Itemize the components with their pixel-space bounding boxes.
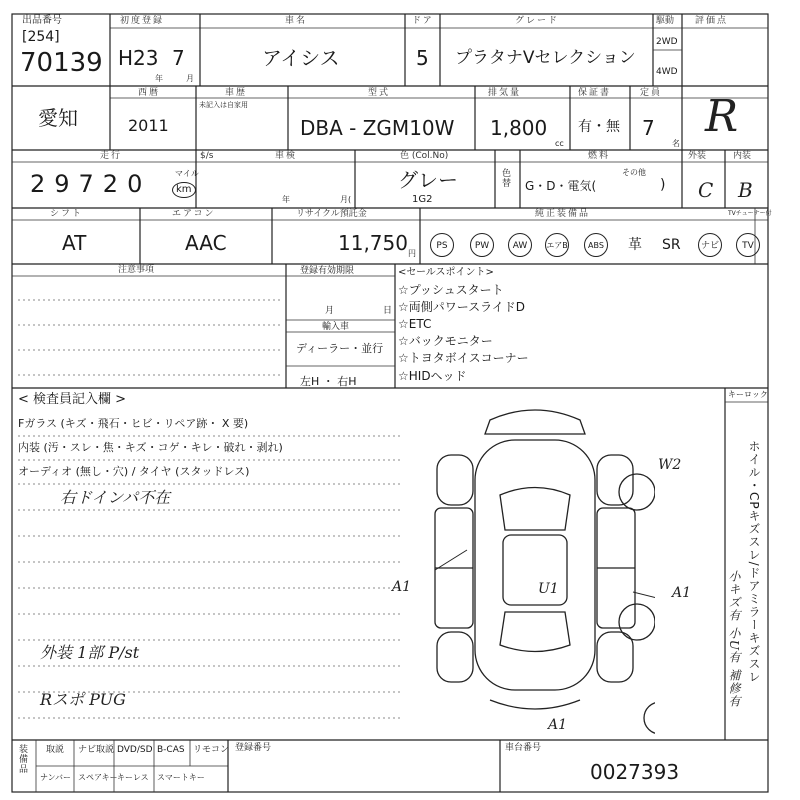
first-reg-month: 7 (172, 46, 185, 70)
damage-mark: A1 (672, 585, 692, 601)
recycle-label: リサイクル預託金 (296, 209, 367, 219)
fuel-other: その他 (622, 168, 646, 177)
fuel: G・D・電気( (525, 179, 597, 193)
month-unit: 月 (186, 74, 194, 83)
car-name-label: 車名 (285, 16, 308, 26)
shift-label: シフト (50, 209, 84, 219)
damage-mark: W2 (658, 457, 682, 473)
wheel-front-right (619, 474, 655, 510)
register-label: 登録番号 (235, 743, 272, 753)
expiry-month: 月 (325, 306, 335, 316)
recycle: 11,750 (338, 231, 408, 255)
lot-prefix: [254] (22, 29, 60, 45)
location: 愛知 (38, 106, 78, 130)
first-reg-label: 初度登録 (120, 16, 165, 26)
marker-line (435, 550, 467, 570)
color-label: 色 (Col.No) (400, 151, 449, 161)
drive-4wd: 4WD (656, 67, 678, 77)
sales-point: ☆プッシュスタート (398, 283, 504, 297)
sales-point: ☆トヨタボイスコーナー (398, 351, 529, 365)
year-label: 西暦 (138, 88, 161, 98)
year: 2011 (128, 116, 169, 135)
expiry-day: 日 (383, 306, 393, 316)
model: DBA - ZGM10W (300, 116, 455, 140)
aircon-label: エアコン (172, 209, 216, 219)
shift: AT (62, 231, 87, 255)
color-code: 1G2 (412, 194, 433, 205)
grade-label: グレード (515, 16, 560, 26)
windshield-line: Fガラス (キズ・飛石・ヒビ・リペア跡・ X 要) (18, 417, 249, 430)
sales-point: ☆HIDヘッド (398, 369, 467, 383)
mileage-unit-km: km (172, 182, 196, 198)
footer-item: ナビ取説 (78, 745, 115, 755)
first-reg-era: H23 (118, 46, 159, 70)
shaken-year-unit: 年 (282, 195, 290, 204)
interior: B (738, 178, 753, 202)
footer-item: スマートキー (157, 773, 205, 782)
equip-airbag: エアB (545, 233, 569, 257)
color-change: 色替 (500, 168, 510, 188)
hand-note: 外装 1部 P/st (40, 643, 140, 662)
footer-item: キーレス (117, 773, 149, 782)
footer-side-label: 装備品 (17, 744, 27, 774)
rear-bumper (490, 700, 580, 709)
front-right-fender (597, 455, 633, 505)
displacement: 1,800 (490, 116, 548, 140)
expiry-label: 登録有効期限 (300, 266, 355, 276)
damage-mark: U1 (538, 581, 559, 597)
equip-pw: PW (470, 233, 494, 257)
hand-note: Rスポ PUG (40, 690, 126, 709)
car-diagram (415, 400, 655, 740)
drive-2wd: 2WD (656, 37, 678, 47)
equip-abs: ABS (584, 233, 608, 257)
footer-item: DVD/SD (117, 745, 153, 755)
rear-left-fender (437, 632, 473, 682)
tv-tuner-label: TVチューナー付 (728, 210, 772, 217)
aircon: AAC (185, 231, 227, 255)
damage-mark: A1 (392, 579, 412, 595)
shaken-month-unit: 月( (340, 195, 352, 204)
wheel-rear-right (619, 604, 655, 640)
lot-label: 出品番号 (22, 15, 62, 26)
interior-label: 内装 (733, 151, 752, 161)
damage-mark: A1 (548, 717, 568, 733)
warranty: 有・無 (578, 119, 620, 135)
mileage-label: 走行 (100, 151, 123, 161)
marker-line (633, 592, 655, 600)
equipment-label: 純正装備品 (535, 209, 591, 219)
vertical-hand-note: 小キズ有 小U有 補修有 (727, 570, 741, 708)
doors: 5 (416, 46, 429, 70)
keyless-label: キーロック (728, 390, 768, 399)
chassis-label: 車台番号 (505, 743, 542, 753)
mileage-unit-mile: マイル (175, 169, 199, 178)
lot-number: 70139 (20, 48, 103, 78)
interior-line: 内装 (汚・スレ・焦・キズ・コゲ・キレ・破れ・剥れ) (18, 441, 283, 454)
front-left-fender (437, 455, 473, 505)
year-unit: 年 (155, 74, 163, 83)
fuel-label: 燃料 (588, 151, 611, 161)
inspection-label: 車歴 (225, 88, 248, 98)
capacity-label: 定員 (640, 88, 663, 98)
hand-note: 右ドインパ不在 (60, 488, 171, 507)
inspector-title: < 検査員記入欄 > (18, 392, 127, 407)
chassis-number: 0027393 (590, 760, 680, 784)
sales-point: ☆両側パワースライドD (398, 300, 526, 314)
rear-window (500, 612, 570, 652)
drive-label: 駆動 (656, 16, 675, 26)
recycle-unit: 円 (408, 249, 416, 258)
footer-item: ナンバー (40, 773, 72, 782)
model-label: 型式 (368, 88, 391, 98)
car-body (475, 440, 595, 690)
dealer: ディーラー・並行 (296, 342, 384, 355)
capacity: 7 (642, 116, 655, 140)
inspection-sub: 未記入は自家用 (199, 101, 248, 109)
equip-sr: SR (662, 237, 681, 253)
equip-aw: AW (508, 233, 532, 257)
car-name: アイシス (262, 46, 340, 70)
audio-line: オーディオ (無し・穴) / タイヤ (スタッドレス) (18, 465, 250, 478)
exterior-label: 外装 (688, 151, 707, 161)
exterior: C (698, 178, 714, 202)
sales-points-label-text: セールスポイント (406, 267, 486, 278)
mileage: 29720 (30, 170, 152, 198)
equip-tv: TV (736, 233, 760, 257)
score: R (705, 91, 739, 142)
grade: プラタナVセレクション (455, 48, 636, 68)
footer-item: B-CAS (157, 745, 185, 755)
fuel-close: ) (660, 177, 666, 193)
capacity-unit: 名 (672, 139, 680, 148)
displacement-label: 排気量 (488, 88, 522, 98)
caution-label: 注意事項 (118, 265, 155, 275)
sdollar-label: $/s (200, 151, 214, 161)
rear-right-fender (597, 632, 633, 682)
footer-item: リモコン (193, 745, 230, 755)
sales-point: ☆バックモニター (398, 334, 493, 348)
import-label: 輸入車 (322, 322, 350, 332)
equip-navi: ナビ (698, 233, 722, 257)
warranty-label: 保証書 (578, 88, 612, 98)
spare-tire (644, 702, 655, 734)
footer-item: スペアキー (78, 773, 118, 782)
front-bumper (485, 410, 585, 434)
sales-point: ☆ETC (398, 317, 432, 331)
color: グレー (398, 168, 458, 192)
windshield (500, 488, 570, 531)
sales-points-label: <セールスポイント> (398, 267, 494, 278)
doors-label: ドア (412, 16, 434, 26)
equip-leather: 革 (628, 237, 642, 253)
footer-item: 取説 (46, 745, 65, 755)
equip-ps: PS (430, 233, 454, 257)
score-label: 評価点 (695, 16, 729, 26)
vertical-note: ホイル・CPキズスレ/ドアミラーキズスレ (747, 440, 761, 684)
displacement-unit: cc (555, 139, 564, 148)
steering: 左H ・ 右H (300, 375, 357, 388)
shaken-label: 車検 (275, 151, 298, 161)
